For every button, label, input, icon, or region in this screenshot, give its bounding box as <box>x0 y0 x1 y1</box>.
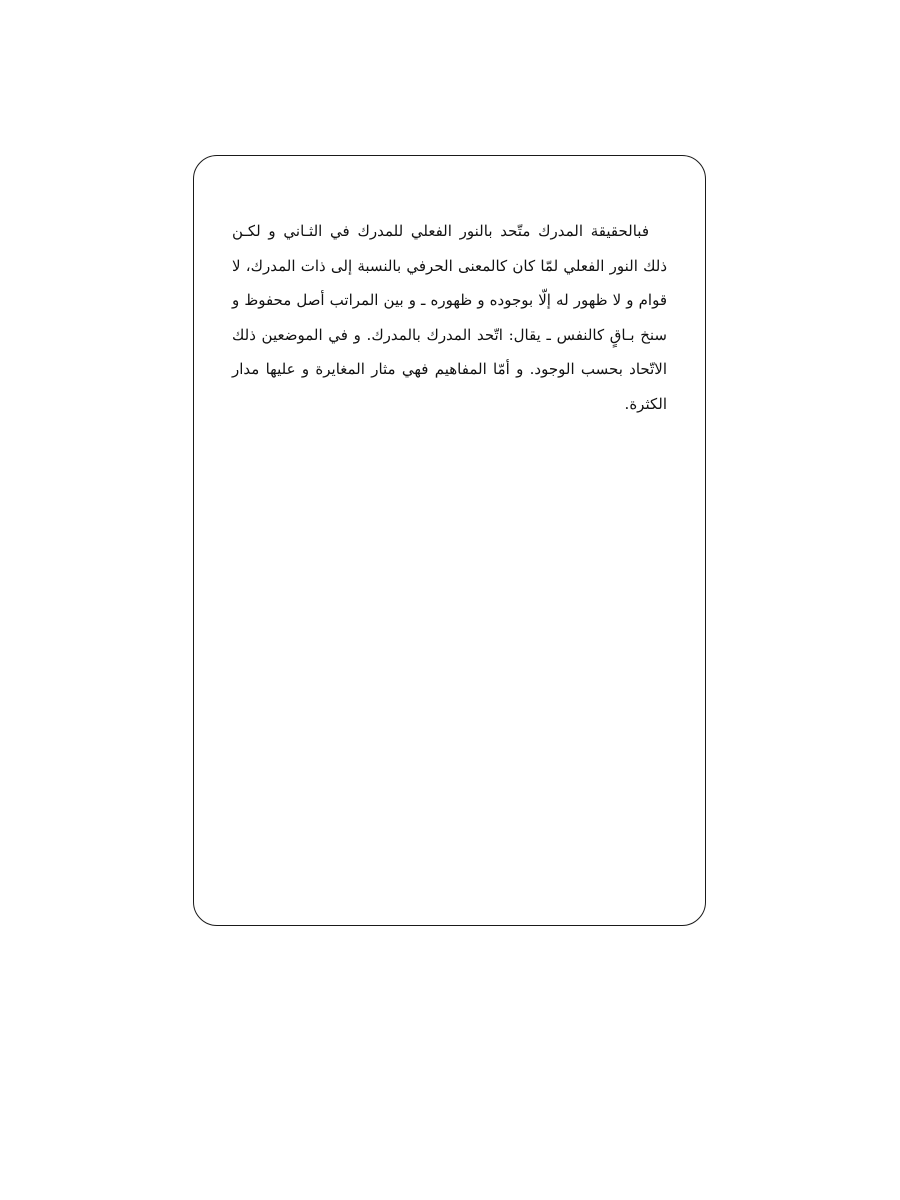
text-block <box>232 214 667 421</box>
body-paragraph: فبالحقيقة المدرك متّحد بالنور الفعلي للمدرك في الثـاني و لكـن ذلك النور الفعلي لمّا كان كالمعنى الحرفي بالنسبة إلى ذات المدرك، لا قوام و لا ظهور له إلّا بوجوده و ظهوره ـ و بين المراتب أصل محفوظ و سنخ بـاقٍ كالنفس ـ يقال: اتّحد المدرك بالمدرك. و في الموضعين ذلك الاتّحاد بحسب الوجود. و أمّا المفاهيم فهي مثار المغايرة و عليها مدار الكثرة. <box>232 222 667 413</box>
page-frame <box>193 155 706 926</box>
